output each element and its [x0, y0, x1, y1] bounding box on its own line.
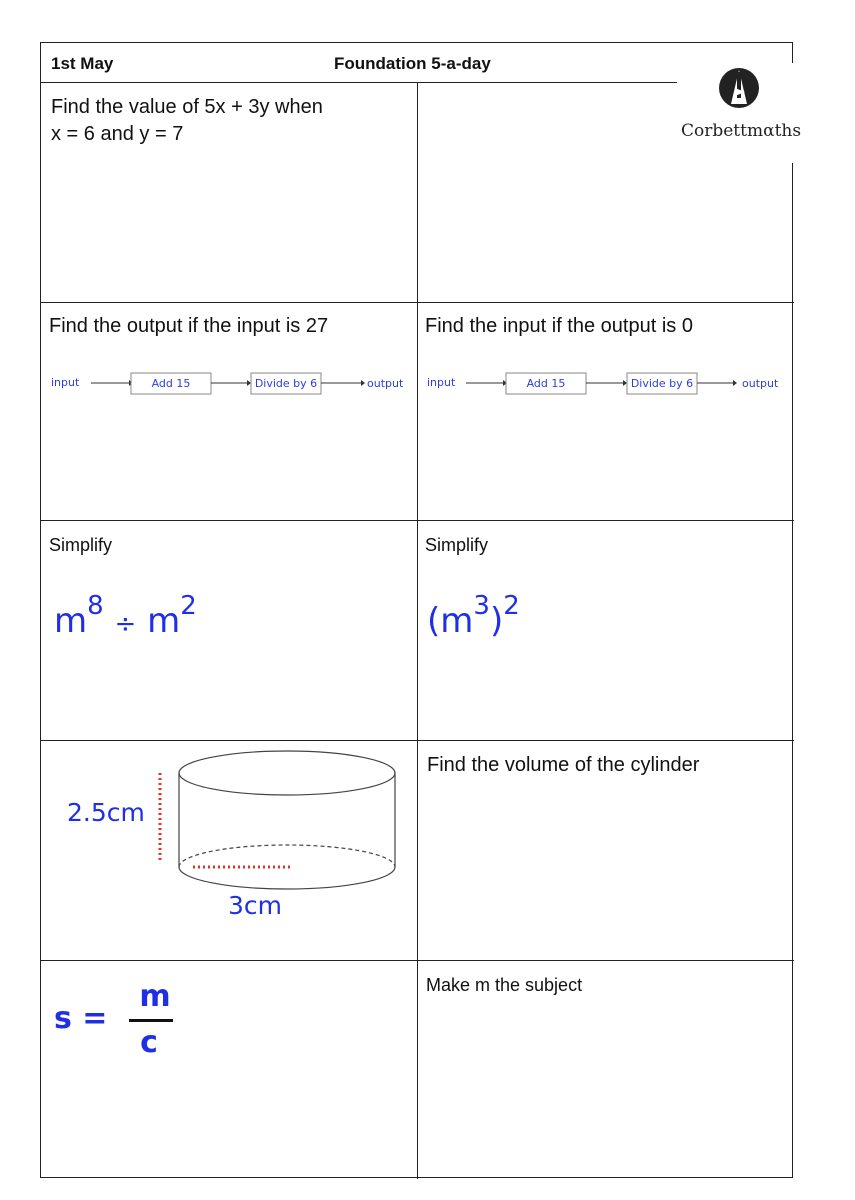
logo-icon — [717, 66, 761, 110]
question-cell-5 — [418, 521, 794, 741]
question-cell-4 — [41, 521, 418, 741]
question-cell-3 — [418, 303, 794, 521]
question-5-text: Simplify — [425, 535, 489, 555]
question-cell-2 — [41, 303, 418, 521]
expression-power — [427, 591, 520, 641]
function-machine — [418, 368, 794, 403]
formula-numerator: m — [139, 979, 171, 1014]
arrow-head-icon — [733, 380, 737, 386]
question-3-text: Find the input if the output is 0 — [425, 315, 693, 337]
question-7-text: Find the volume of the cylinder — [427, 754, 700, 776]
base-1: m — [54, 601, 88, 641]
inner-exponent: 3 — [473, 591, 490, 621]
question-4-text: Simplify — [49, 535, 113, 555]
question-cell-7 — [418, 741, 794, 961]
machine-output-label: output — [742, 377, 779, 390]
function-machine — [41, 368, 418, 403]
machine-step-1-label: Add 15 — [526, 377, 566, 390]
worksheet-title: Foundation 5-a-day — [334, 54, 491, 73]
cylinder-top-ellipse — [179, 751, 395, 795]
question-1-text — [51, 94, 323, 148]
cylinder-bottom-front — [179, 867, 395, 889]
arrow-head-icon — [247, 380, 251, 386]
formula-denominator: c — [140, 1025, 158, 1060]
radius-label: 3cm — [228, 891, 283, 920]
logo-text: Corbettmαths — [681, 121, 802, 141]
close-bracket: ) — [489, 601, 504, 641]
expression-division — [54, 591, 197, 641]
cylinder-bottom-back — [179, 845, 395, 867]
question-cell-1 — [41, 83, 418, 303]
height-label: 2.5cm — [67, 798, 145, 827]
machine-output-label: output — [367, 377, 404, 390]
arrow-head-icon — [361, 380, 365, 386]
corbettmaths-logo — [677, 63, 802, 163]
exponent-1: 8 — [87, 591, 104, 621]
cylinder-diagram — [41, 741, 418, 961]
question-9-text: Make m the subject — [426, 975, 583, 995]
date-label: 1st May — [51, 54, 114, 73]
question-cell-8 — [41, 961, 418, 1179]
divide-sign: ÷ — [114, 609, 137, 639]
fraction-bar — [129, 1019, 173, 1022]
formula-lhs: s = — [54, 1001, 108, 1036]
machine-input-label: input — [427, 376, 456, 389]
arrow-head-icon — [623, 380, 627, 386]
open-bracket-base: (m — [427, 601, 474, 641]
machine-step-2-label: Divide by 6 — [630, 377, 694, 390]
question-2-text: Find the output if the input is 27 — [49, 315, 329, 337]
machine-step-1-label: Add 15 — [151, 377, 191, 390]
outer-exponent: 2 — [503, 591, 520, 621]
question-1-line-2: x = 6 and y = 7 — [51, 123, 184, 145]
worksheet — [40, 42, 802, 1178]
question-1-line-1: Find the value of 5x + 3y when — [51, 96, 323, 118]
base-2: m — [147, 601, 181, 641]
machine-input-label: input — [51, 376, 80, 389]
exponent-2: 2 — [180, 591, 197, 621]
question-cell-9 — [418, 961, 794, 1179]
machine-step-2-label: Divide by 6 — [254, 377, 318, 390]
question-cell-6 — [41, 741, 418, 961]
